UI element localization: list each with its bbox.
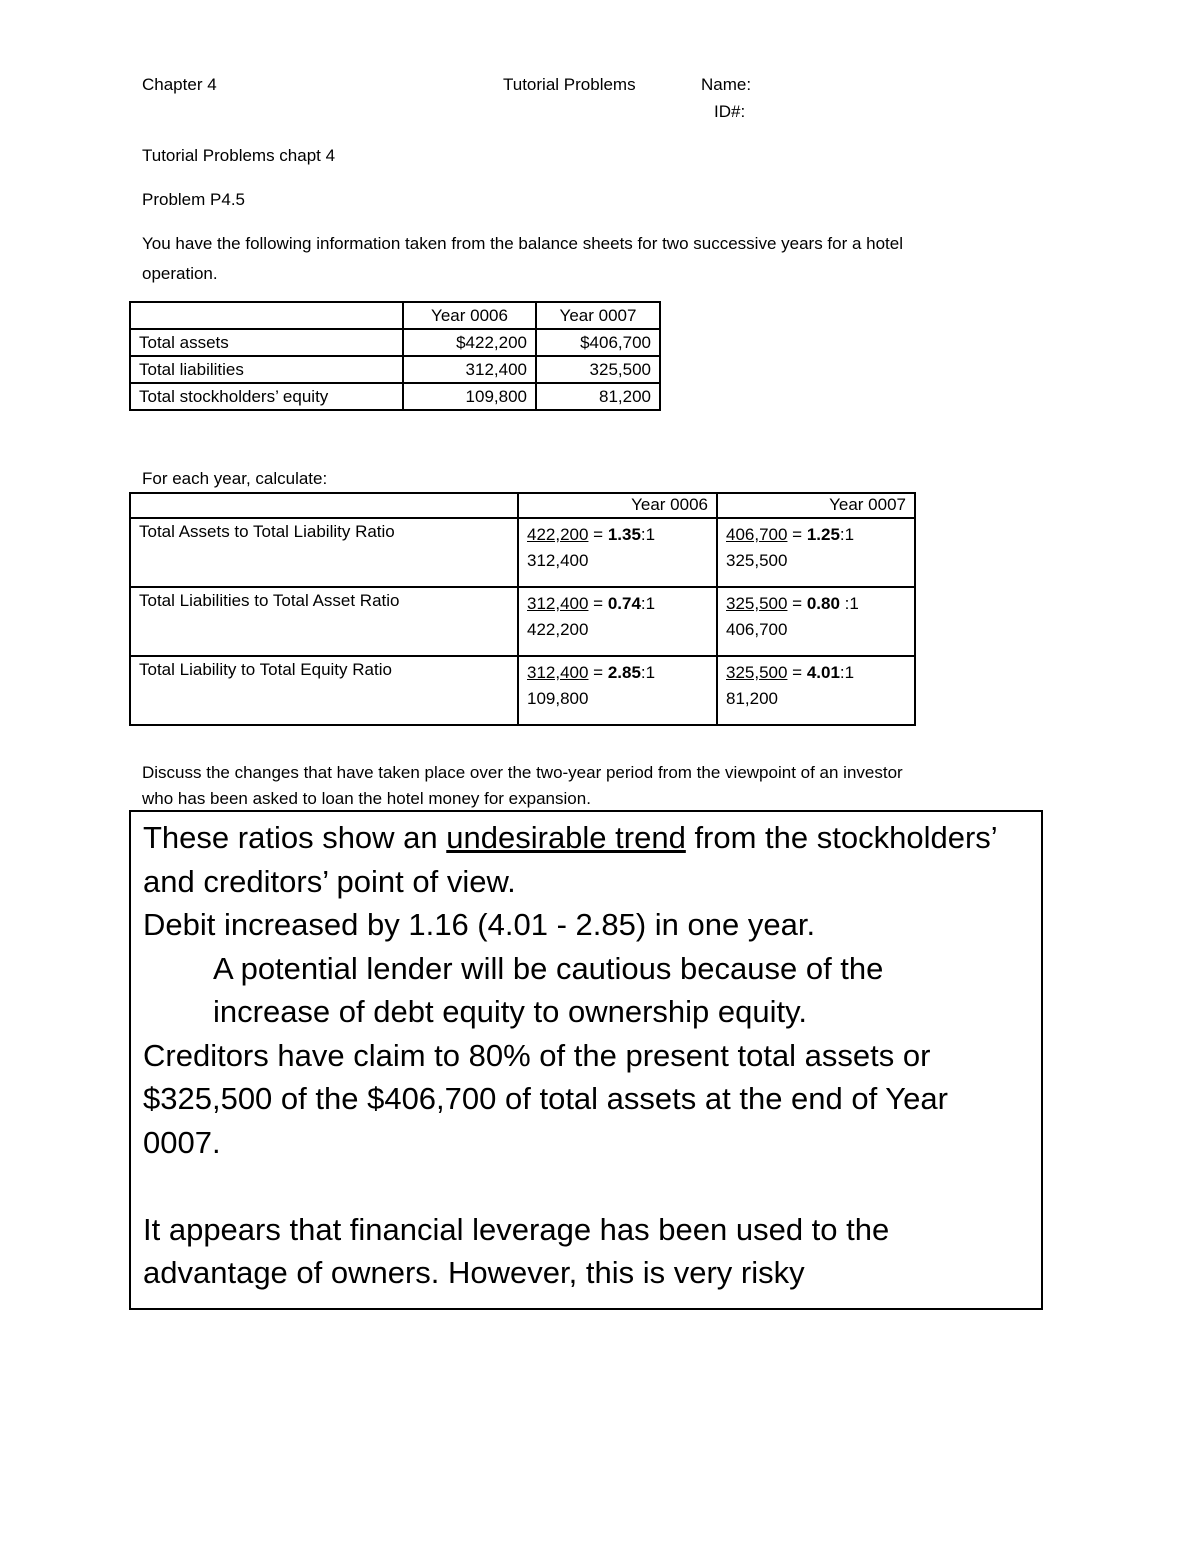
ratio-suffix: :1 bbox=[640, 663, 656, 682]
intro-line-2: operation. bbox=[142, 264, 218, 283]
answer-line-7: $325,500 of the $406,700 of total assets at the end of Year bbox=[143, 1081, 948, 1116]
ratio-label: Total Liabilities to Total Asset Ratio bbox=[130, 587, 518, 656]
denominator: 406,700 bbox=[726, 620, 788, 639]
value-year-0007: 81,200 bbox=[536, 383, 660, 410]
header-cell-year-0006: Year 0006 bbox=[403, 302, 536, 329]
answer-blank-line bbox=[143, 1164, 1041, 1208]
problem-title: Problem P4.5 bbox=[142, 190, 245, 209]
numerator: 325,500 bbox=[726, 594, 788, 613]
denominator: 81,200 bbox=[726, 689, 778, 708]
subtitle: Tutorial Problems chapt 4 bbox=[142, 146, 336, 165]
answer-line-3: Debit increased by 1.16 (4.01 - 2.85) in one year. bbox=[143, 907, 816, 942]
discuss-line-1: Discuss the changes that have taken place over the two-year period from the viewpoint of an investor bbox=[142, 763, 903, 782]
answer-line-6: Creditors have claim to 80% of the present total assets or bbox=[143, 1037, 931, 1073]
intro-paragraph bbox=[142, 229, 903, 289]
answer-text: from the stockholders’ bbox=[685, 820, 998, 855]
value-year-0006: 109,800 bbox=[403, 383, 536, 410]
tutorial-label: Tutorial Problems bbox=[503, 75, 636, 94]
ratio-result: 0.74 bbox=[607, 594, 641, 613]
answer-line-5: increase of debt equity to ownership equity. bbox=[213, 994, 807, 1029]
answer-line-8: 0007. bbox=[143, 1124, 221, 1160]
numerator: 406,700 bbox=[726, 525, 788, 544]
ratio-result: 2.85 bbox=[607, 663, 641, 682]
denominator: 325,500 bbox=[726, 551, 788, 570]
answer-line-1 bbox=[143, 816, 1041, 860]
ratio-suffix: :1 bbox=[839, 594, 859, 613]
denominator: 422,200 bbox=[527, 620, 589, 639]
ratio-suffix: :1 bbox=[640, 525, 656, 544]
ratio-suffix: :1 bbox=[839, 663, 855, 682]
answer-line-4: A potential lender will be cautious because of the bbox=[213, 950, 884, 986]
table-row bbox=[130, 383, 660, 410]
equals-sign: = bbox=[588, 525, 608, 544]
ratio-result: 4.01 bbox=[806, 663, 840, 682]
ratio-calc-year-0007 bbox=[717, 587, 915, 656]
header-cell-year-0007: Year 0007 bbox=[536, 302, 660, 329]
table-row bbox=[130, 518, 915, 587]
value-year-0007: 325,500 bbox=[536, 356, 660, 383]
numerator: 422,200 bbox=[527, 525, 589, 544]
answer-text: These ratios show an bbox=[143, 820, 447, 855]
discuss-prompt bbox=[142, 760, 903, 812]
value-year-0006: 312,400 bbox=[403, 356, 536, 383]
table-row bbox=[130, 329, 660, 356]
ratio-label: Total Assets to Total Liability Ratio bbox=[130, 518, 518, 587]
header-cell-empty bbox=[130, 493, 518, 518]
intro-line-1: You have the following information taken from the balance sheets for two successive years for a hotel bbox=[142, 234, 904, 253]
row-label: Total liabilities bbox=[130, 356, 403, 383]
table-row bbox=[130, 356, 660, 383]
ratio-calc-year-0007 bbox=[717, 518, 915, 587]
equals-sign: = bbox=[787, 525, 807, 544]
row-label: Total stockholders’ equity bbox=[130, 383, 403, 410]
ratio-calc-year-0006 bbox=[518, 518, 717, 587]
numerator: 312,400 bbox=[527, 594, 589, 613]
equals-sign: = bbox=[588, 594, 608, 613]
table-header-row bbox=[130, 302, 660, 329]
ratio-table bbox=[129, 492, 916, 726]
ratio-suffix: :1 bbox=[839, 525, 855, 544]
answer-line-9: It appears that financial leverage has been used to the bbox=[143, 1211, 890, 1247]
balance-sheet-table bbox=[129, 301, 661, 411]
table-row bbox=[130, 656, 915, 725]
discuss-line-2: who has been asked to loan the hotel money for expansion. bbox=[142, 789, 591, 808]
table-row bbox=[130, 587, 915, 656]
id-label: ID#: bbox=[714, 102, 746, 121]
ratio-calc-year-0007 bbox=[717, 656, 915, 725]
ratio-result: 1.25 bbox=[806, 525, 840, 544]
ratio-label: Total Liability to Total Equity Ratio bbox=[130, 656, 518, 725]
numerator: 312,400 bbox=[527, 663, 589, 682]
numerator: 325,500 bbox=[726, 663, 788, 682]
ratio-calc-year-0006 bbox=[518, 587, 717, 656]
header-cell-empty bbox=[130, 302, 403, 329]
header-cell-year-0006: Year 0006 bbox=[518, 493, 717, 518]
ratio-result: 1.35 bbox=[607, 525, 641, 544]
equals-sign: = bbox=[787, 594, 807, 613]
ratio-calc-year-0006 bbox=[518, 656, 717, 725]
table-header-row bbox=[130, 493, 915, 518]
denominator: 109,800 bbox=[527, 689, 589, 708]
answer-line-10: advantage of owners. However, this is very risky bbox=[143, 1255, 805, 1290]
ratio-suffix: :1 bbox=[640, 594, 656, 613]
value-year-0007: $406,700 bbox=[536, 329, 660, 356]
chapter-label: Chapter 4 bbox=[142, 75, 217, 94]
answer-line-2: and creditors’ point of view. bbox=[143, 863, 516, 899]
ratio-result: 0.80 bbox=[806, 594, 840, 613]
header-cell-year-0007: Year 0007 bbox=[717, 493, 915, 518]
answer-box bbox=[129, 810, 1043, 1310]
value-year-0006: $422,200 bbox=[403, 329, 536, 356]
denominator: 312,400 bbox=[527, 551, 589, 570]
calc-prompt: For each year, calculate: bbox=[142, 469, 328, 488]
equals-sign: = bbox=[588, 663, 608, 682]
name-label: Name: bbox=[701, 75, 752, 94]
emphasized-phrase: undesirable trend bbox=[446, 820, 686, 855]
row-label: Total assets bbox=[130, 329, 403, 356]
equals-sign: = bbox=[787, 663, 807, 682]
